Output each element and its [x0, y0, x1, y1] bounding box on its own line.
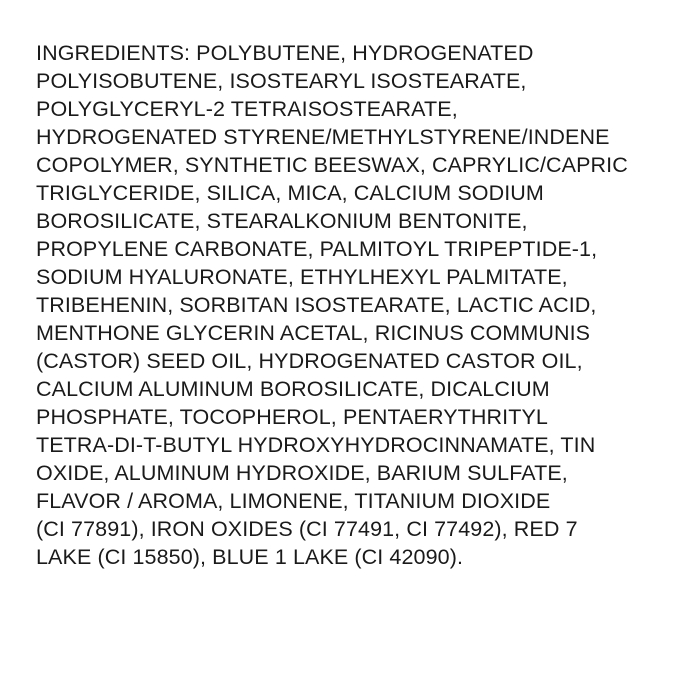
ingredients-line: TETRA-DI-T-BUTYL HYDROXYHYDROCINNAMATE, TIN — [36, 433, 596, 457]
ingredients-line: CALCIUM ALUMINUM BOROSILICATE, DICALCIUM — [36, 377, 550, 401]
ingredients-line: HYDROGENATED STYRENE/METHYLSTYRENE/INDENE — [36, 125, 610, 149]
ingredients-line: POLYISOBUTENE, ISOSTEARYL ISOSTEARATE, — [36, 69, 527, 93]
ingredients-line: PHOSPHATE, TOCOPHEROL, PENTAERYTHRITYL — [36, 405, 548, 429]
ingredients-line: COPOLYMER, SYNTHETIC BEESWAX, CAPRYLIC/CAPRIC — [36, 153, 628, 177]
ingredients-line: INGREDIENTS: POLYBUTENE, HYDROGENATED — [36, 41, 534, 65]
ingredients-line: OXIDE, ALUMINUM HYDROXIDE, BARIUM SULFATE, — [36, 461, 568, 485]
ingredients-line: TRIBEHENIN, SORBITAN ISOSTEARATE, LACTIC ACID, — [36, 293, 597, 317]
ingredients-line: (CI 77891), IRON OXIDES (CI 77491, CI 77492), RED 7 — [36, 517, 578, 541]
ingredients-text — [36, 39, 648, 571]
ingredients-line: PROPYLENE CARBONATE, PALMITOYL TRIPEPTIDE-1, — [36, 237, 598, 261]
ingredients-line: LAKE (CI 15850), BLUE 1 LAKE (CI 42090). — [36, 545, 464, 569]
ingredients-line: TRIGLYCERIDE, SILICA, MICA, CALCIUM SODIUM — [36, 181, 544, 205]
ingredients-line: MENTHONE GLYCERIN ACETAL, RICINUS COMMUNIS — [36, 321, 591, 345]
ingredients-line: (CASTOR) SEED OIL, HYDROGENATED CASTOR OIL, — [36, 349, 583, 373]
ingredients-line: SODIUM HYALURONATE, ETHYLHEXYL PALMITATE, — [36, 265, 568, 289]
ingredients-line: BOROSILICATE, STEARALKONIUM BENTONITE, — [36, 209, 528, 233]
ingredients-line: POLYGLYCERYL-2 TETRAISOSTEARATE, — [36, 97, 458, 121]
ingredients-line: FLAVOR / AROMA, LIMONENE, TITANIUM DIOXIDE — [36, 489, 551, 513]
